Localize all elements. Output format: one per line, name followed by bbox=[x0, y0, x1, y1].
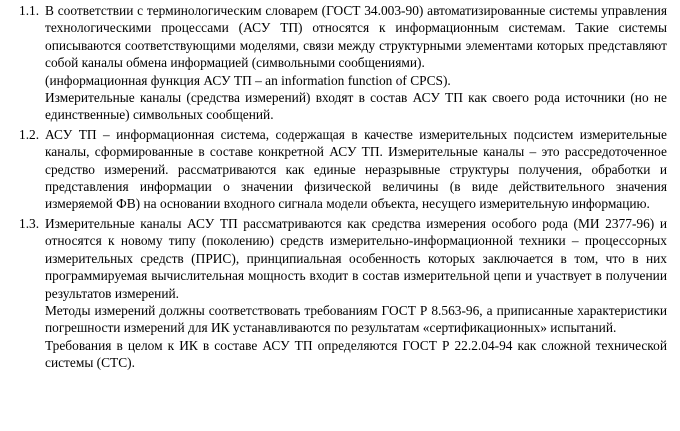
clause-paragraph: (информационная функция АСУ ТП – an information function of CPCS). bbox=[45, 72, 451, 88]
clause-1-1 bbox=[0, 2, 667, 124]
clause-paragraph: АСУ ТП – информационная система, содержащая в качестве измерительных подсистем измерительные каналы, сформированные в составе конкретной АСУ ТП. Измерительные каналы – это рассредоточенное средство измерений. рассматриваются как единые неразрывные структуры получения, обработки и представления информации о значении физической величины (в виде действительного значения измеряемой ФВ) на основании входного сигнала модели объекта, несущего измерительную информацию. bbox=[45, 126, 667, 212]
clause-number: 1.2. bbox=[19, 126, 40, 142]
clause-paragraph: Измерительные каналы (средства измерений) входят в состав АСУ ТП как своего рода источники (но не единственные) символьных сообщений. bbox=[45, 90, 667, 123]
clause-number: 1.3. bbox=[19, 215, 40, 231]
clause-1-2 bbox=[0, 126, 667, 213]
document-body bbox=[0, 2, 680, 374]
clause-paragraph: В соответствии с терминологическим словарем (ГОСТ 34.003-90) автоматизированные системы управления технологическими процессами (АСУ ТП) относятся к информационным системам. Такие системы описываются соответствующими моделями, связи между структурными элементами которых представляют собой каналы обмена информацией (символьными сообщениями). bbox=[45, 3, 667, 71]
clause-number: 1.1. bbox=[19, 3, 40, 18]
clause-paragraph: Измерительные каналы АСУ ТП рассматриваются как средства измерения особого рода (МИ 2377-96) и относятся к новому типу (поколению) средств измерительно-информационной техники – процессорных измерительных средств (ПРИС), принципиальная особенность которых заключается в том, что в них программируемая вычислительная мощность входит в состав измерительной цепи и участвует в получении результатов измерений. bbox=[45, 215, 667, 301]
clause-paragraph: Методы измерений должны соответствовать требованиям ГОСТ Р 8.563-96, а приписанные характеристики погрешности измерений для ИК устанавливаются по результатам «сертификационных» испытаний. bbox=[45, 302, 667, 336]
clause-paragraph: Требования в целом к ИК в составе АСУ ТП определяются ГОСТ Р 22.2.04-94 как сложной технической системы (СТС). bbox=[45, 337, 667, 371]
clause-1-3 bbox=[0, 215, 667, 372]
